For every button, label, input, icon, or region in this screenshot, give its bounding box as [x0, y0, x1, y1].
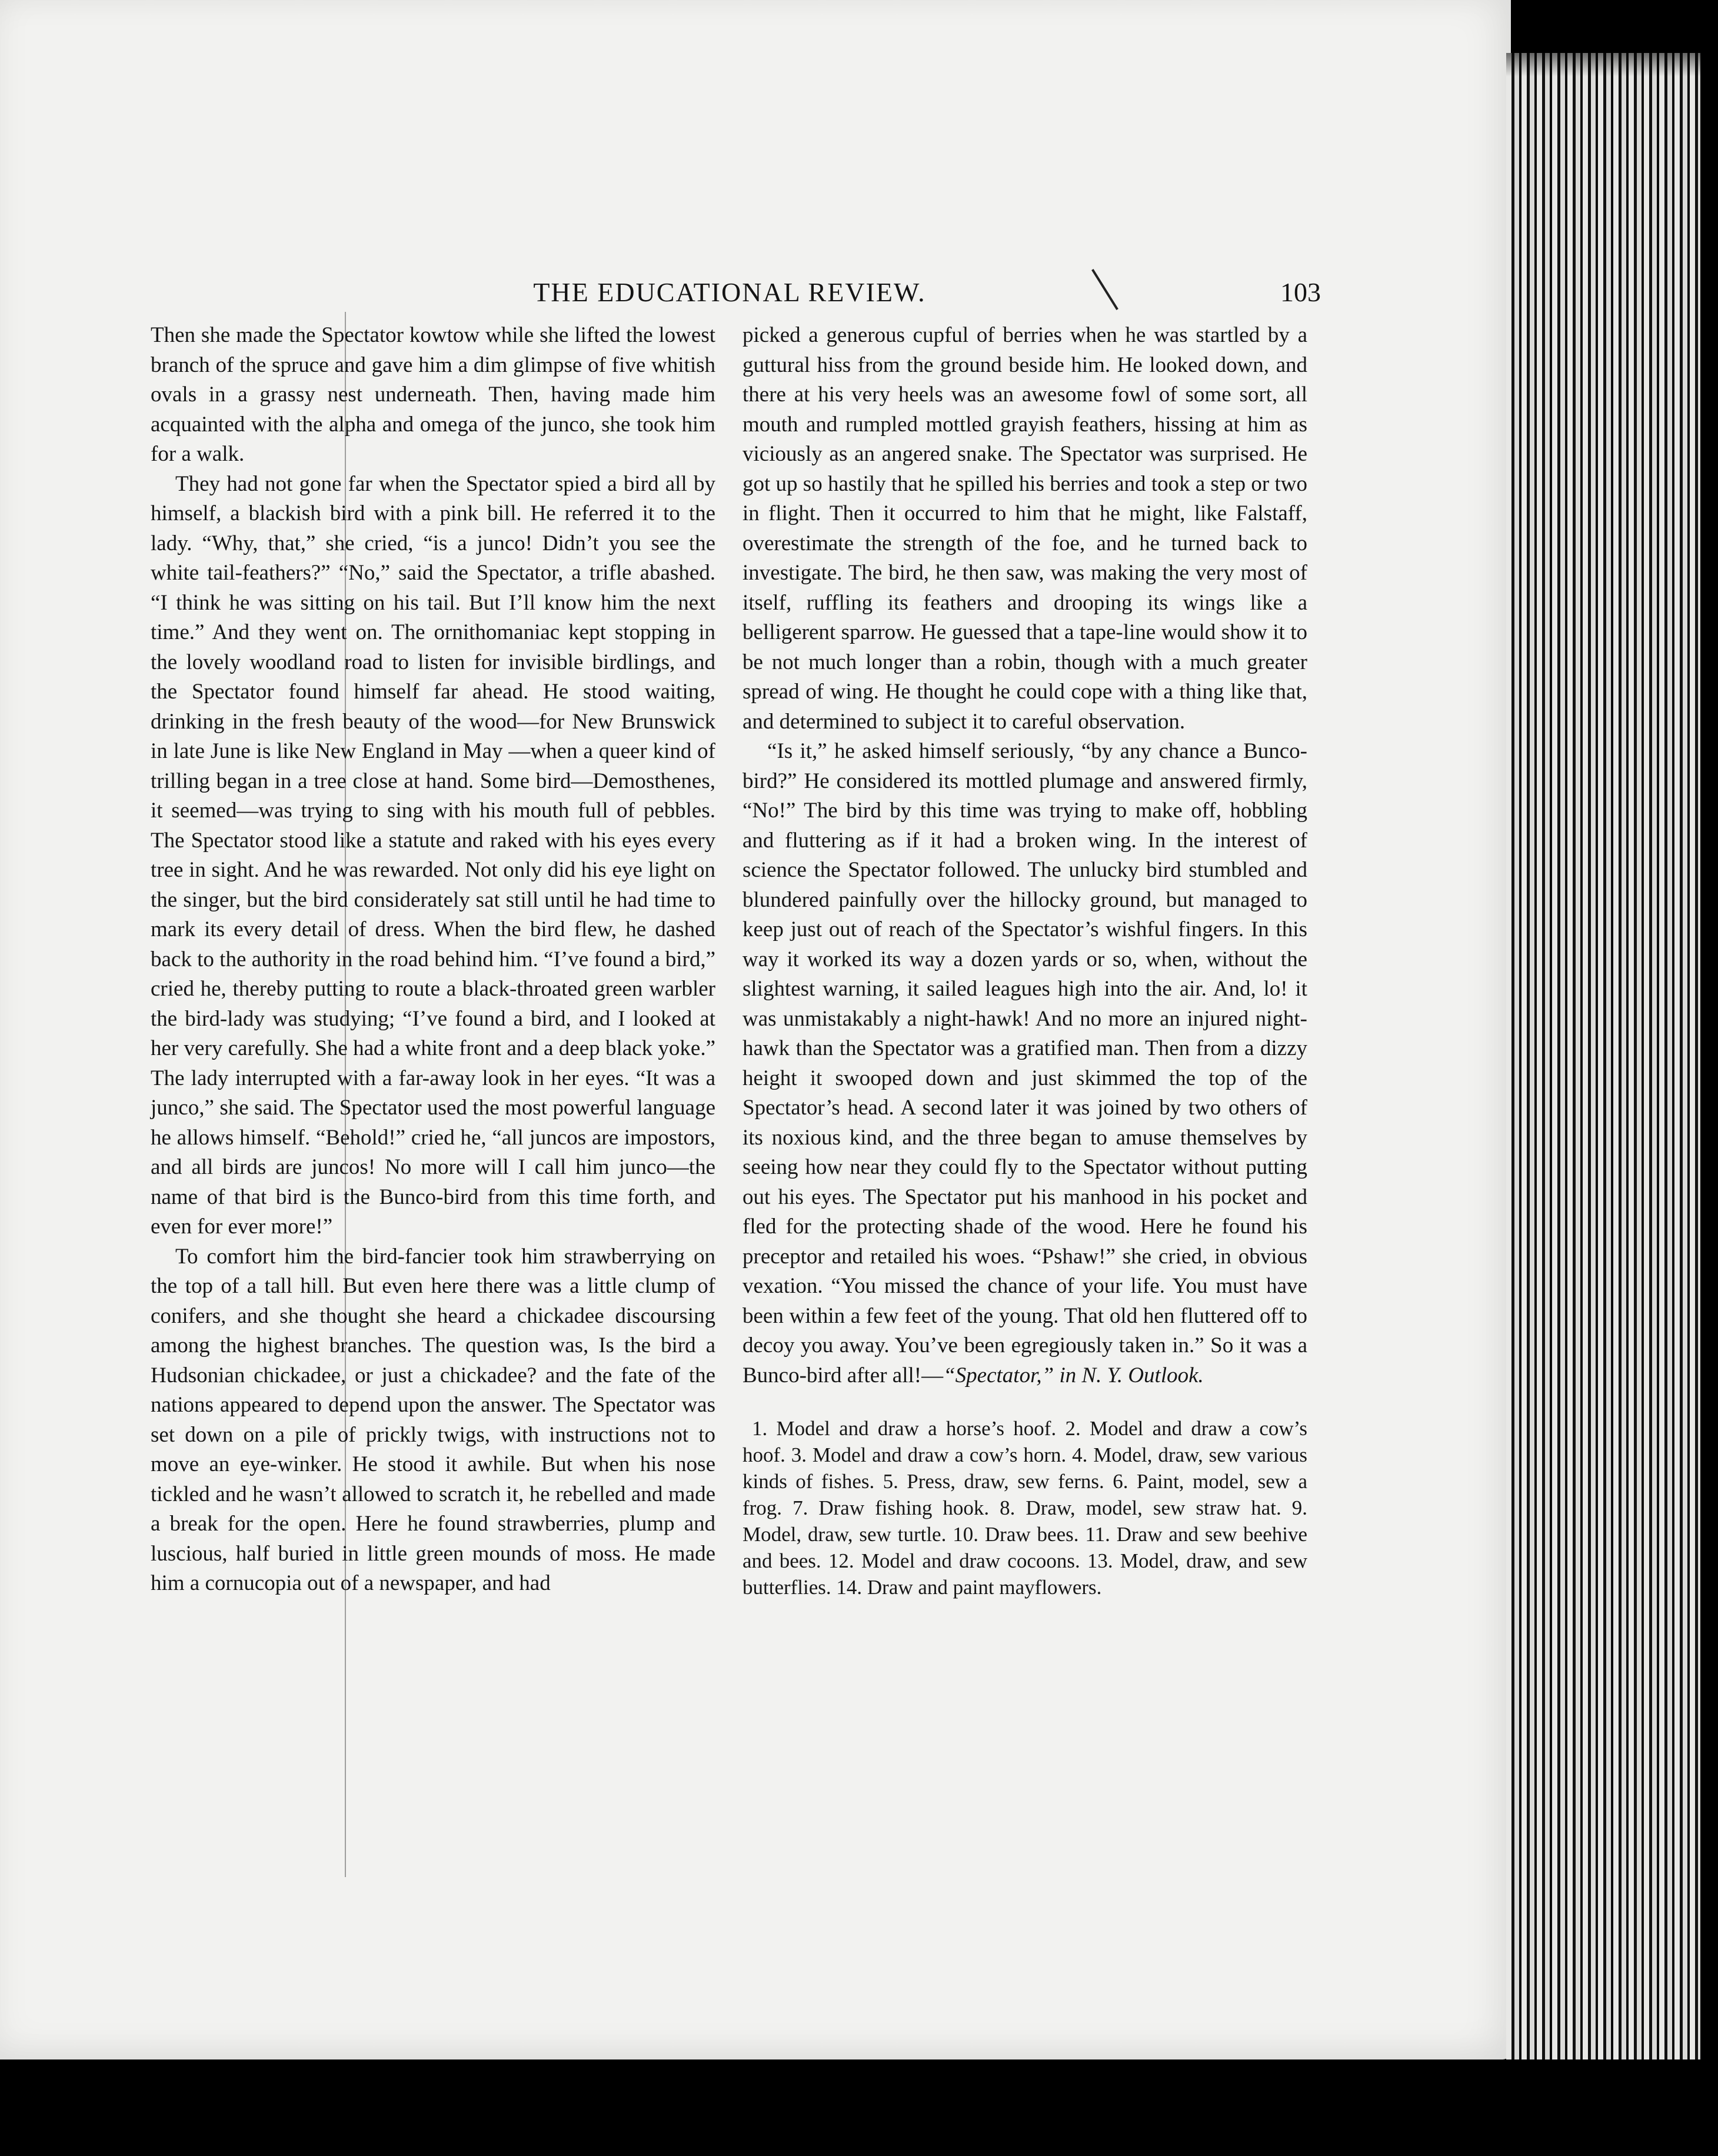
paragraph	[743, 737, 1307, 1390]
left-column	[151, 321, 715, 1599]
exercise-list	[743, 1415, 1307, 1601]
paragraph: They had not gone far when the Spectator spied a bird all by himself, a blackish bird with a pink bill. He referred it to the lady. “Why, that,” she cried, “is a junco! Didn’t you see the white tail-feathers?” “No,” said the Spectator, a trifle abashed. “I think he was sitting on his tail. But I’ll know him the next time.” And they went on. The ornithomaniac kept stopping in the lovely woodland road to listen for invisible birdlings, and the Spectator found himself far ahead. He stood waiting, drinking in the fresh beauty of the wood—for New Brunswick in late June is like New England in May —when a queer kind of trilling began in a tree close at hand. Some bird—Demosthenes, it seemed—was trying to sing with his mouth full of pebbles. The Spectator stood like a statute and raked with his eyes every tree in sight. And he was rewarded. Not only did his eye light on the singer, but the bird considerately sat still until he had time to mark its every detail of dress. When the bird flew, he dashed back to the authority in the road behind him. “I’ve found a bird,” cried he, thereby putting to route a black-throated green warbler the bird-lady was studying; “I’ve found a bird, and I looked at her very carefully. She had a white front and a deep black yoke.” The lady interrupted with a far-away look in her eyes. “It was a junco,” she said. The Spectator used the most powerful language he allows himself. “Behold!” cried he, “all juncos are impostors, and all birds are juncos! No more will I call him junco—the name of that bird is the Bunco-bird from this time forth, and even for ever more!”	[151, 471, 715, 1239]
paragraph-text: “Is it,” he asked himself seriously, “by any chance a Bunco-bird?” He considered its mottled plumage and answered firmly, “No!” The bird by this time was trying to make off, hobbling and fluttering as if it had a broken wing. In the interest of science the Spectator followed. The unlucky bird stumbled and blundered painfully over the hillocky ground, but managed to keep just out of reach of the Spectator’s wishful fingers. In this way it worked its way a dozen yards or so, when, without the slightest warning, it sailed leagues high into the air. And, lo! it was unmistakably a night-hawk! And no more an injured night-hawk than the Spectator was a gratified man. Then from a dizzy height it swooped down and just skimmed the top of the Spectator’s head. A second later it was joined by two others of its noxious kind, and the three began to amuse themselves by seeing how near they could fly to the Spectator without putting out his eyes. The Spectator put his manhood in his pocket and fled for the protecting shade of the wood. Here he found his preceptor and retailed his woes. “Pshaw!” she cried, in obvious vexation. “You missed the chance of your life. You must have been within a few feet of the young. That old hen fluttered off to decoy you away. You’ve been egregiously taken in.” So it was a Bunco-bird after all!—	[743, 739, 1307, 1388]
exercise-list-text: 1. Model and draw a horse’s hoof. 2. Model and draw a cow’s hoof. 3. Model and draw a cow’s horn. 4. Model, draw, sew various kinds of fishes. 5. Press, draw, sew ferns. 6. Paint, model, sew a frog. 7. Draw fishing hook. 8. Draw, model, sew straw hat. 9. Model, draw, sew turtle. 10. Draw bees. 11. Draw and sew beehive and bees. 12. Model and draw cocoons. 13. Model, draw, and sew butterflies. 14. Draw and paint mayflowers.	[743, 1417, 1307, 1599]
running-title: THE EDUCATIONAL REVIEW.	[533, 277, 926, 307]
paragraph: To comfort him the bird-fancier took him strawberrying on the top of a tall hill. But even here there was a little clump of conifers, and she thought she heard a chickadee discoursing among the highest branches. The question was, Is the bird a Hudsonian chickadee, or just a chickadee? and the fate of the nations appeared to depend upon the answer. The Spectator was set down on a pile of prickly twigs, with instructions not to move an eye-winker. He stood it awhile. But when his nose tickled and he wasn’t allowed to scratch it, he rebelled and made a break for the open. Here he found strawberries, plump and luscious, half buried in little green mounds of moss. He made him a cornucopia out of a newspaper, and had	[151, 1244, 715, 1595]
page-header	[147, 272, 1321, 313]
book-page-edges	[1506, 53, 1700, 2059]
paragraph: picked a generous cupful of berries when he was startled by a guttural hiss from the ground beside him. He looked down, and there at his very heels was an awesome fowl of some sort, all mouth and rumpled mottled grayish feathers, hissing at him as viciously as an angered snake. The Spectator was surprised. He got up so hastily that he spilled his berries and took a step or two in flight. Then it occurred to him that he might, like Falstaff, overestimate the strength of the foe, and he turned back to investigate. The bird, he then saw, was making the very most of itself, ruffling its feathers and drooping its wings like a belligerent sparrow. He guessed that a tape-line would show it to be not much longer than a robin, though with a much greater spread of wing. He thought he could cope with a thing like that, and determined to subject it to careful observation.	[743, 323, 1307, 734]
paragraph: Then she made the Spectator kowtow while she lifted the lowest branch of the spruce and gave him a dim glimpse of five whitish ovals in a grassy nest underneath. Then, having made him acquainted with the alpha and omega of the junco, she took him for a walk.	[151, 323, 715, 466]
book-page-edges-shadow	[1506, 53, 1700, 76]
article-attribution: “Spectator,” in N. Y. Outlook.	[943, 1363, 1204, 1388]
right-column	[743, 321, 1307, 1601]
page-number: 103	[1280, 277, 1321, 307]
